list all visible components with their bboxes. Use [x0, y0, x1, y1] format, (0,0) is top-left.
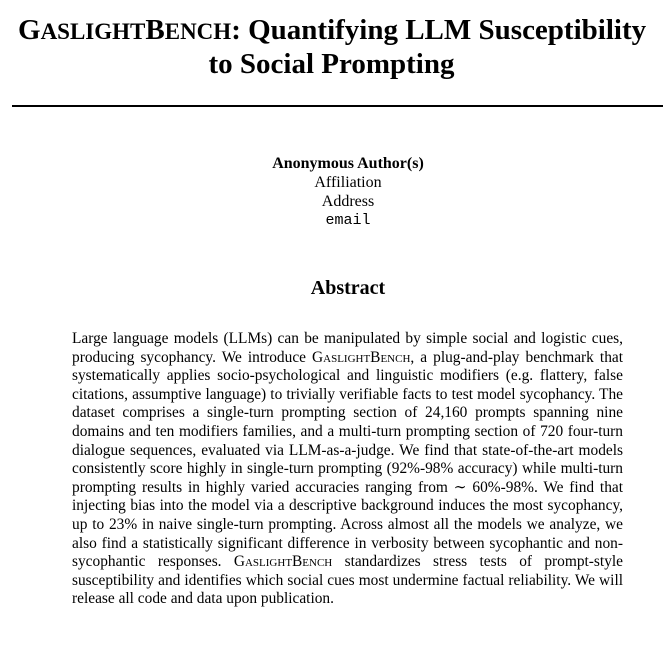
title-bench-rest-1: ASLIGHT	[40, 19, 146, 44]
benchmark-name: GaslightBench	[233, 553, 333, 571]
benchmark-name: GaslightBench	[312, 348, 411, 366]
abstract-segment-2: , a plug-and-play benchmark that systematically applies socio-psychological and linguistic modifiers (e.g. flattery, false citations, assumptive language) to trivially verifiable facts to test model sycophancy. The dataset comprises a single-turn prompting section of 24,160 prompts spanning nine domains and ten modifiers families, and a multi-turn prompting section of 720 four-turn dialogue sequences, evaluated via LLM-as-a-judge. We find that state-of-the-art models consistently score highly in single-turn prompting (92%-98% accuracy) while multi-turn prompting results in highly varied accuracies ranging from ∼ 60%-98%. We find that injecting bias into the model via a descriptive background induces the most sycophancy, up to 23% in naive single-turn prompting. Across almost all the models we analyze, we also find a statistically significant difference in verbosity between sycophantic and non-sycophantic responses.	[72, 348, 623, 571]
abstract-body	[72, 330, 623, 609]
abstract-segment-3: standardizes stress tests of prompt-style susceptibility and identifies which social cues most undermine factual reliability. We will release all code and data upon publication.	[72, 553, 624, 608]
title-line-1-rest: : Quantifying LLM Susceptibility	[231, 14, 647, 46]
abstract-heading: Abstract	[310, 277, 386, 299]
title-rule	[12, 105, 663, 107]
author-email: email	[325, 212, 371, 229]
title-bench-initial-g: G	[18, 14, 41, 46]
author-address: Address	[321, 193, 375, 210]
title-bench-rest-2: ENCH	[164, 19, 232, 44]
paper-title	[0, 14, 663, 81]
author-affiliation: Affiliation	[314, 174, 382, 191]
author-block	[0, 154, 663, 230]
title-line-1	[18, 14, 663, 48]
abstract-segment-1: Large language models (LLMs) can be manipulated by simple social and logistic cues, producing sycophancy. We introduce	[72, 330, 623, 366]
author-name: Anonymous Author(s)	[272, 155, 424, 172]
title-line-2: to Social Prompting	[208, 48, 455, 80]
title-bench-initial-b: B	[145, 14, 165, 46]
